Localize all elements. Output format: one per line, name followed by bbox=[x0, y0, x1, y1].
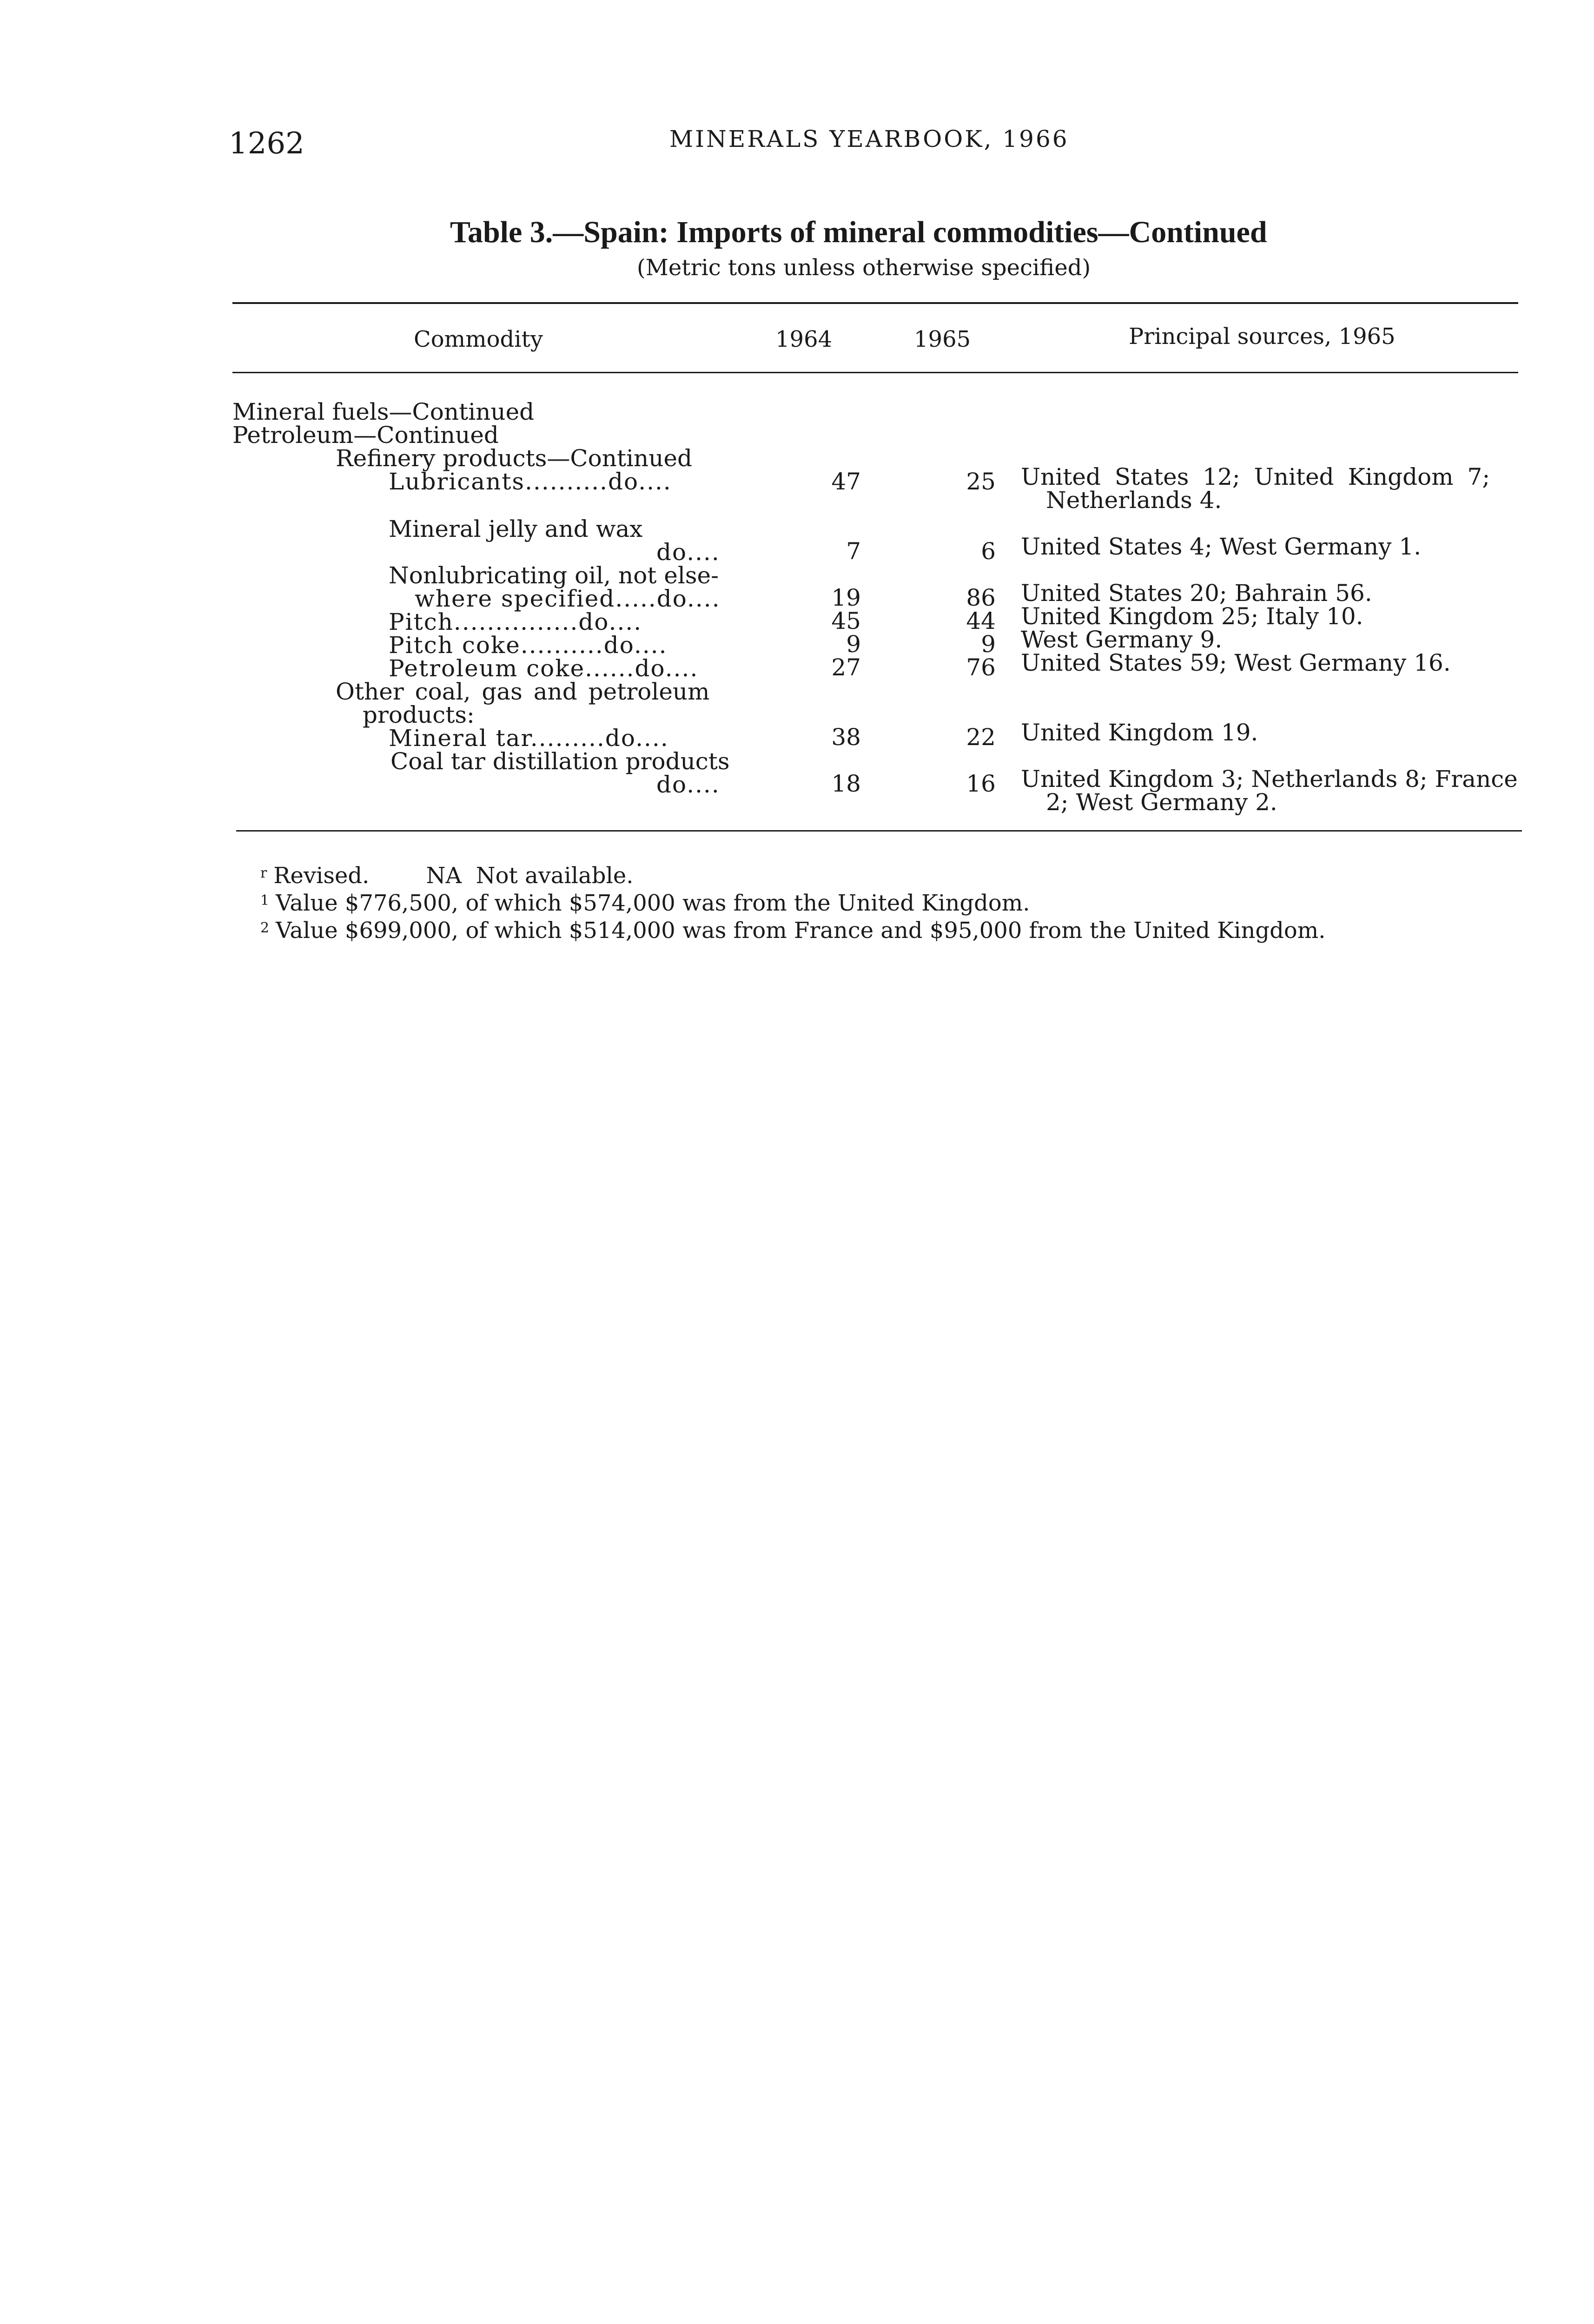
value-1964-cell: 38 bbox=[831, 724, 861, 751]
section-heading: Petroleum—Continued bbox=[232, 422, 499, 449]
sources-cell: 2; West Germany 2. bbox=[1046, 789, 1277, 816]
sources-cell: West Germany 9. bbox=[1021, 626, 1223, 653]
page-number: 1262 bbox=[229, 126, 304, 161]
commodity-cell: Pitch coke..........do.... bbox=[389, 632, 668, 659]
commodity-cell: Nonlubricating oil, not else- bbox=[389, 562, 719, 589]
value-1965-cell: 16 bbox=[966, 770, 996, 797]
sources-cell: United Kingdom 25; Italy 10. bbox=[1021, 603, 1363, 630]
column-header-1964: 1964 bbox=[775, 326, 833, 352]
footnote-mark: r bbox=[260, 865, 267, 881]
commodity-cell: Lubricants..........do.... bbox=[389, 468, 672, 495]
column-header-commodity: Commodity bbox=[414, 326, 543, 352]
sources-cell: United Kingdom 3; Netherlands 8; France bbox=[1021, 766, 1518, 792]
sources-cell: United States 12; United Kingdom 7; bbox=[1021, 463, 1490, 490]
commodity-cell: Mineral tar.........do.... bbox=[389, 725, 669, 752]
footnote-mark: 1 bbox=[260, 892, 270, 909]
sources-cell: United Kingdom 19. bbox=[1021, 719, 1258, 746]
footnote-text: Value $699,000, of which $514,000 was from France and $95,000 from the United Kingdom. bbox=[276, 918, 1326, 944]
sources-cell: United States 20; Bahrain 56. bbox=[1021, 580, 1372, 607]
footnote-text: Revised. NA Not available. bbox=[273, 863, 634, 889]
value-1964-cell: 19 bbox=[831, 584, 861, 611]
value-1965-cell: 6 bbox=[981, 538, 996, 565]
sources-cell: United States 59; West Germany 16. bbox=[1021, 649, 1451, 676]
footnote-mark: 2 bbox=[260, 920, 270, 936]
running-head: MINERALS YEARBOOK, 1966 bbox=[669, 125, 1069, 152]
value-1965-cell: 9 bbox=[981, 631, 996, 658]
commodity-cell: products: bbox=[363, 701, 475, 728]
table-subtitle: (Metric tons unless otherwise specified) bbox=[637, 255, 1091, 281]
value-1964-cell: 18 bbox=[831, 770, 861, 797]
commodity-cell: Pitch...............do.... bbox=[389, 608, 642, 635]
commodity-cell: do.... bbox=[656, 771, 720, 798]
value-1964-cell: 45 bbox=[831, 607, 861, 634]
commodity-cell: Mineral jelly and wax bbox=[389, 515, 643, 542]
footnote bbox=[260, 891, 1326, 918]
value-1964-cell: 9 bbox=[846, 631, 861, 658]
value-1964-cell: 7 bbox=[846, 538, 861, 565]
section-heading: Mineral fuels—Continued bbox=[232, 398, 535, 425]
footnote bbox=[260, 864, 1326, 891]
commodity-cell: do.... bbox=[656, 539, 720, 566]
value-1964-cell: 47 bbox=[831, 468, 861, 495]
value-1965-cell: 76 bbox=[966, 654, 996, 681]
commodity-cell: Coal tar distillation products bbox=[390, 748, 730, 775]
commodity-cell: where specified.....do.... bbox=[415, 585, 721, 612]
value-1965-cell: 22 bbox=[966, 724, 996, 751]
value-1965-cell: 44 bbox=[966, 607, 996, 634]
table-bottom-rule bbox=[236, 830, 1522, 832]
sources-cell: Netherlands 4. bbox=[1046, 487, 1222, 514]
footnotes bbox=[260, 864, 1326, 946]
table-header-rule bbox=[232, 372, 1518, 373]
sources-cell: United States 4; West Germany 1. bbox=[1021, 533, 1422, 560]
value-1965-cell: 86 bbox=[966, 584, 996, 611]
commodity-cell: Petroleum coke......do.... bbox=[389, 655, 699, 682]
column-header-sources: Principal sources, 1965 bbox=[1129, 324, 1396, 350]
column-header-1965: 1965 bbox=[914, 326, 971, 352]
commodity-cell: Other coal, gas and petroleum bbox=[336, 678, 710, 705]
value-1964-cell: 27 bbox=[831, 654, 861, 681]
footnote bbox=[260, 918, 1326, 946]
footnote-text: Value $776,500, of which $574,000 was from the United Kingdom. bbox=[276, 890, 1030, 916]
table-top-rule bbox=[232, 302, 1518, 304]
table-title: Table 3.—Spain: Imports of mineral commodities—Continued bbox=[450, 215, 1267, 249]
section-heading: Refinery products—Continued bbox=[336, 445, 693, 472]
value-1965-cell: 25 bbox=[966, 468, 996, 495]
